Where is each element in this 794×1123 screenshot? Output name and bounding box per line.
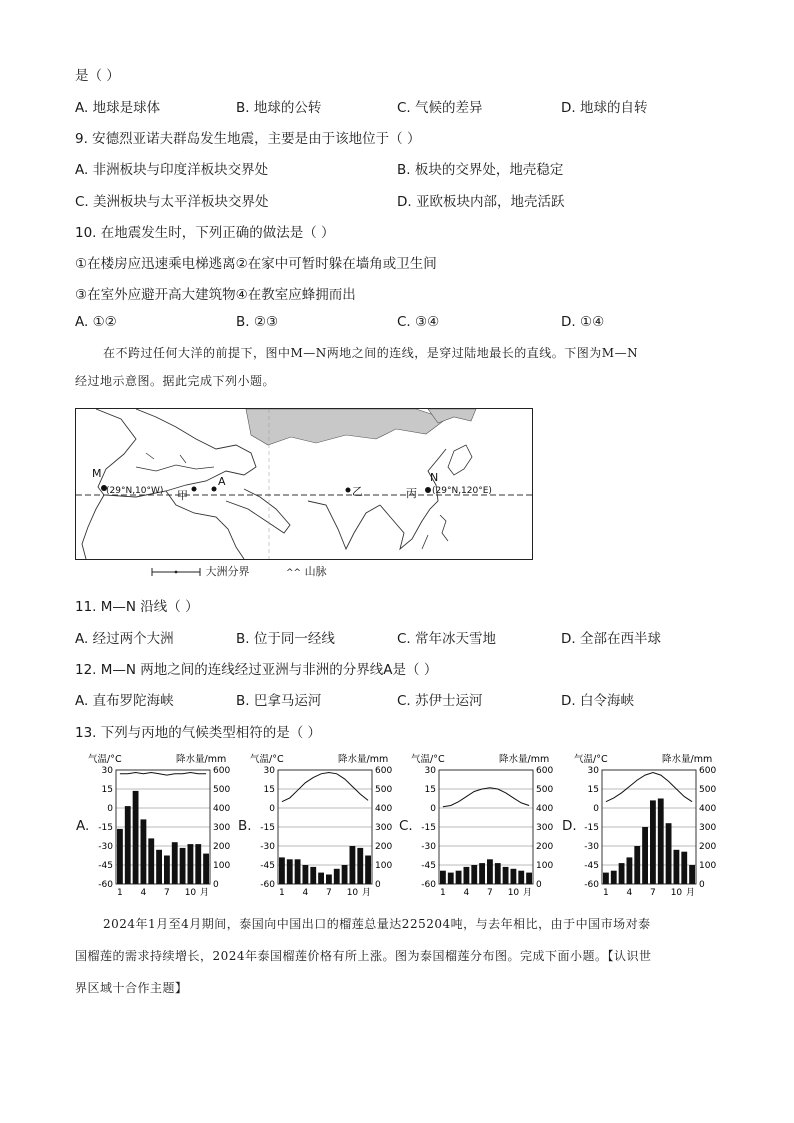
precip-bar xyxy=(642,827,648,884)
q12-option-b[interactable]: B. 巴拿马运河 xyxy=(236,693,322,709)
q9-option-a[interactable]: A. 非洲板块与印度洋板块交界处 xyxy=(75,162,269,178)
temp-tick-label: 15 xyxy=(587,785,599,795)
climate-chart-a[interactable] xyxy=(88,752,238,900)
temp-tick-label: -45 xyxy=(98,861,113,871)
precip-tick-label: 300 xyxy=(699,823,717,833)
legend-mountain-label: 山脉 xyxy=(304,565,327,578)
map-japan xyxy=(448,445,472,475)
precip-tick-label: 400 xyxy=(536,804,554,814)
map-arctic-region xyxy=(246,409,446,445)
q11-option-a[interactable]: A. 经过两个大洲 xyxy=(75,631,174,647)
precip-bar xyxy=(634,846,640,884)
q10-item-2: ③在室外应避开高大建筑物④在教室应蜂拥而出 xyxy=(75,287,356,303)
precip-bar xyxy=(658,799,664,885)
q10-option-b[interactable]: B. ②③ xyxy=(236,314,279,330)
precip-bar xyxy=(117,829,123,884)
point-jia xyxy=(192,487,197,492)
month-tick-label: 4 xyxy=(626,888,633,898)
precip-bar xyxy=(164,856,170,885)
precip-bar xyxy=(172,842,178,884)
q8-stem-tail: 是（ ） xyxy=(75,68,120,84)
temperature-line xyxy=(606,773,692,802)
month-tick-label: 10 xyxy=(184,888,197,898)
temp-tick-label: -60 xyxy=(98,880,113,890)
label-jia: 甲 xyxy=(177,489,188,502)
passage-1-line-2: 经过地示意图。据此完成下列小题。 xyxy=(75,374,276,388)
q11-option-b[interactable]: B. 位于同一经线 xyxy=(236,631,335,647)
precip-tick-label: 400 xyxy=(213,804,231,814)
map-africa-coast xyxy=(82,491,244,559)
temp-tick-label: 15 xyxy=(101,785,113,795)
q8-option-a[interactable]: A. 地球是球体 xyxy=(75,100,161,116)
climate-chart-b[interactable] xyxy=(250,752,400,900)
map-europe-coast xyxy=(96,409,256,497)
precip-bar xyxy=(287,859,293,884)
precip-bar xyxy=(310,867,316,884)
legend-boundary xyxy=(150,563,250,579)
precip-bar xyxy=(495,863,501,884)
precip-tick-label: 200 xyxy=(536,842,554,852)
precip-tick-label: 600 xyxy=(213,766,231,776)
temp-tick-label: 0 xyxy=(269,804,275,814)
temperature-line xyxy=(282,773,368,802)
label-a: A xyxy=(218,475,226,488)
precip-bar xyxy=(471,865,477,884)
precip-bar xyxy=(603,873,609,884)
month-unit-label: 月 xyxy=(686,888,696,898)
temp-tick-label: -60 xyxy=(421,880,436,890)
passage-2-line-2: 国榴莲的需求持续增长，2024年泰国榴莲价格有所上涨。图为泰国榴莲分布图。完成下面小题。【认识世 xyxy=(75,949,652,963)
label-coord-n: (29°N,120°E) xyxy=(432,486,492,496)
q9-option-c[interactable]: C. 美洲板块与太平洋板块交界处 xyxy=(75,194,269,210)
month-tick-label: 7 xyxy=(650,888,656,898)
point-yi xyxy=(346,488,351,493)
temp-tick-label: -60 xyxy=(260,880,275,890)
precip-tick-label: 200 xyxy=(699,842,717,852)
label-coord-m: (29°N,10°W) xyxy=(106,486,164,496)
precip-tick-label: 100 xyxy=(213,861,231,871)
month-unit-label: 月 xyxy=(200,888,210,898)
precip-bar xyxy=(518,871,524,884)
precip-tick-label: 0 xyxy=(699,880,705,890)
precip-bar xyxy=(148,838,154,884)
precip-tick-label: 600 xyxy=(536,766,554,776)
temp-tick-label: -30 xyxy=(98,842,113,852)
passage-2-line-1: 2024年1月至4月期间，泰国向中国出口的榴莲总量达225204吨，与去年相比，由于中国市场对泰 xyxy=(103,917,651,931)
precip-bar xyxy=(627,857,633,884)
q12-stem: 12. M—N 两地之间的连线经过亚洲与非洲的分界线A是（ ） xyxy=(75,662,438,678)
mountain-icon: ^^ xyxy=(286,568,302,578)
map-india-coast xyxy=(308,501,380,549)
legend-boundary-label: 大洲分界 xyxy=(205,565,250,578)
precip-bar xyxy=(188,844,194,884)
map-philippines xyxy=(422,515,448,549)
precip-bar xyxy=(279,857,285,884)
precip-tick-label: 500 xyxy=(699,785,717,795)
temp-tick-label: 30 xyxy=(424,766,436,776)
precip-tick-label: 400 xyxy=(699,804,717,814)
month-tick-label: 10 xyxy=(346,888,359,898)
precip-bar xyxy=(666,823,672,884)
precip-tick-label: 0 xyxy=(375,880,381,890)
precip-bar xyxy=(689,865,695,884)
q9-option-b[interactable]: B. 板块的交界处，地壳稳定 xyxy=(397,162,564,178)
precip-tick-label: 100 xyxy=(699,861,717,871)
q12-option-d[interactable]: D. 白令海峡 xyxy=(561,693,634,709)
q10-option-d[interactable]: D. ①④ xyxy=(561,314,605,330)
temp-tick-label: -45 xyxy=(421,861,436,871)
precip-axis-title: 降水量/mm xyxy=(662,754,713,765)
precip-bar xyxy=(440,871,446,884)
precip-bar xyxy=(456,871,462,884)
precip-bar xyxy=(141,819,147,884)
precip-tick-label: 300 xyxy=(536,823,554,833)
month-tick-label: 10 xyxy=(670,888,683,898)
q9-option-d[interactable]: D. 亚欧板块内部，地壳活跃 xyxy=(397,194,565,210)
temp-axis-title: 气温/°C xyxy=(250,754,284,765)
month-unit-label: 月 xyxy=(523,888,533,898)
month-tick-label: 4 xyxy=(140,888,147,898)
q10-option-a[interactable]: A. ①② xyxy=(75,314,117,330)
q12-option-a[interactable]: A. 直布罗陀海峡 xyxy=(75,693,174,709)
temp-tick-label: -30 xyxy=(260,842,275,852)
precip-bar xyxy=(350,846,356,884)
precip-bar xyxy=(650,800,656,884)
passage-2-line-3: 界区域十合作主题】 xyxy=(75,981,188,995)
precip-bar xyxy=(342,865,348,884)
precip-bar xyxy=(526,873,532,884)
label-yi: 乙 xyxy=(352,485,363,498)
precip-tick-label: 100 xyxy=(375,861,393,871)
precip-bar xyxy=(464,867,470,884)
temp-tick-label: -15 xyxy=(421,823,436,833)
temp-tick-label: -30 xyxy=(421,842,436,852)
month-tick-label: 1 xyxy=(440,888,446,898)
precip-bar xyxy=(180,848,186,884)
temp-tick-label: 15 xyxy=(424,785,436,795)
precip-axis-title: 降水量/mm xyxy=(176,754,227,765)
precip-bar xyxy=(133,791,139,884)
precip-tick-label: 500 xyxy=(213,785,231,795)
legend-mountain xyxy=(286,563,327,579)
temp-tick-label: 15 xyxy=(263,785,275,795)
climate-chart-d[interactable] xyxy=(574,752,724,900)
map-mediterranean xyxy=(136,453,214,471)
temp-tick-label: -30 xyxy=(584,842,599,852)
precip-bar xyxy=(619,863,625,884)
precip-bar xyxy=(681,852,687,884)
temp-tick-label: -15 xyxy=(260,823,275,833)
precip-tick-label: 200 xyxy=(213,842,231,852)
q8-option-c[interactable]: C. 气候的差异 xyxy=(397,100,483,116)
temp-tick-label: 30 xyxy=(587,766,599,776)
q13-option-c-letter[interactable]: C. xyxy=(399,818,413,834)
precip-bar xyxy=(503,867,509,884)
precip-tick-label: 200 xyxy=(375,842,393,852)
q8-option-b[interactable]: B. 地球的公转 xyxy=(236,100,322,116)
precip-tick-label: 600 xyxy=(699,766,717,776)
month-tick-label: 7 xyxy=(326,888,332,898)
precip-bar xyxy=(365,856,371,885)
precip-bar xyxy=(303,865,309,884)
precip-bar xyxy=(125,806,131,884)
precip-bar xyxy=(479,863,485,884)
q11-option-d[interactable]: D. 全部在西半球 xyxy=(561,631,661,647)
month-unit-label: 月 xyxy=(362,888,372,898)
temp-axis-title: 气温/°C xyxy=(574,754,608,765)
precip-bar xyxy=(487,859,493,884)
precip-axis-title: 降水量/mm xyxy=(338,754,389,765)
precip-bar xyxy=(357,848,363,884)
precip-bar xyxy=(156,850,162,884)
month-tick-label: 1 xyxy=(117,888,123,898)
q10-stem: 10. 在地震发生时，下列正确的做法是（ ） xyxy=(75,225,335,241)
precip-tick-label: 300 xyxy=(375,823,393,833)
temp-tick-label: -45 xyxy=(584,861,599,871)
map-arabia-coast xyxy=(226,489,290,533)
temp-axis-title: 气温/°C xyxy=(88,754,122,765)
month-tick-label: 1 xyxy=(603,888,609,898)
legend-boundary-symbol xyxy=(150,567,202,577)
q13-option-b-letter[interactable]: B. xyxy=(238,818,252,834)
temp-axis-title: 气温/°C xyxy=(411,754,445,765)
month-tick-label: 1 xyxy=(279,888,285,898)
q11-option-c[interactable]: C. 常年冰天雪地 xyxy=(397,631,497,647)
label-n: N xyxy=(430,471,439,484)
precip-tick-label: 300 xyxy=(213,823,231,833)
temp-tick-label: -60 xyxy=(584,880,599,890)
precip-bar xyxy=(511,869,517,884)
month-tick-label: 10 xyxy=(507,888,520,898)
label-bing: 丙 xyxy=(406,487,417,500)
route-map xyxy=(75,408,533,560)
point-a xyxy=(212,487,217,492)
label-m: M xyxy=(92,467,102,480)
q10-option-c[interactable]: C. ③④ xyxy=(397,314,440,330)
passage-1-line-1: 在不跨过任何大洋的前提下，图中M—N两地之间的连线，是穿过陆地最长的直线。下图为M—N xyxy=(103,346,639,360)
precip-bar xyxy=(318,873,324,884)
q9-stem: 9. 安德烈亚诺夫群岛发生地震，主要是由于该地位于（ ） xyxy=(75,131,421,147)
temp-tick-label: 0 xyxy=(593,804,599,814)
point-n xyxy=(425,487,431,493)
precip-bar xyxy=(448,873,454,884)
precip-tick-label: 0 xyxy=(536,880,542,890)
precip-axis-title: 降水量/mm xyxy=(499,754,550,765)
temp-tick-label: -45 xyxy=(260,861,275,871)
temperature-line xyxy=(120,773,206,776)
precip-tick-label: 400 xyxy=(375,804,393,814)
temp-tick-label: 0 xyxy=(430,804,436,814)
precip-tick-label: 500 xyxy=(536,785,554,795)
precip-tick-label: 100 xyxy=(536,861,554,871)
precip-bar xyxy=(334,869,340,884)
temp-tick-label: 30 xyxy=(263,766,275,776)
climate-chart-c[interactable] xyxy=(411,752,561,900)
precip-bar xyxy=(611,871,617,884)
q13-stem: 13. 下列与丙地的气候类型相符的是（ ） xyxy=(75,725,322,741)
q10-item-1: ①在楼房应迅速乘电梯逃离②在家中可暂时躲在墙角或卫生间 xyxy=(75,256,437,272)
temp-tick-label: -15 xyxy=(98,823,113,833)
q11-stem: 11. M—N 沿线（ ） xyxy=(75,599,199,615)
q8-option-d[interactable]: D. 地球的自转 xyxy=(561,100,648,116)
precip-tick-label: 600 xyxy=(375,766,393,776)
month-tick-label: 4 xyxy=(463,888,470,898)
precip-bar xyxy=(295,859,301,884)
precip-tick-label: 500 xyxy=(375,785,393,795)
q13-option-d-letter[interactable]: D. xyxy=(562,818,577,834)
q13-option-a-letter[interactable]: A. xyxy=(76,818,90,834)
month-tick-label: 4 xyxy=(302,888,309,898)
precip-bar xyxy=(326,875,332,885)
precip-bar xyxy=(203,854,209,884)
precip-tick-label: 0 xyxy=(213,880,219,890)
q12-option-c[interactable]: C. 苏伊士运河 xyxy=(397,693,483,709)
temperature-line xyxy=(443,788,529,807)
route-map-svg xyxy=(76,409,532,559)
precip-bar xyxy=(195,844,201,884)
temp-tick-label: 0 xyxy=(107,804,113,814)
temp-tick-label: 30 xyxy=(101,766,113,776)
month-tick-label: 7 xyxy=(164,888,170,898)
precip-bar xyxy=(674,850,680,884)
month-tick-label: 7 xyxy=(487,888,493,898)
temp-tick-label: -15 xyxy=(584,823,599,833)
